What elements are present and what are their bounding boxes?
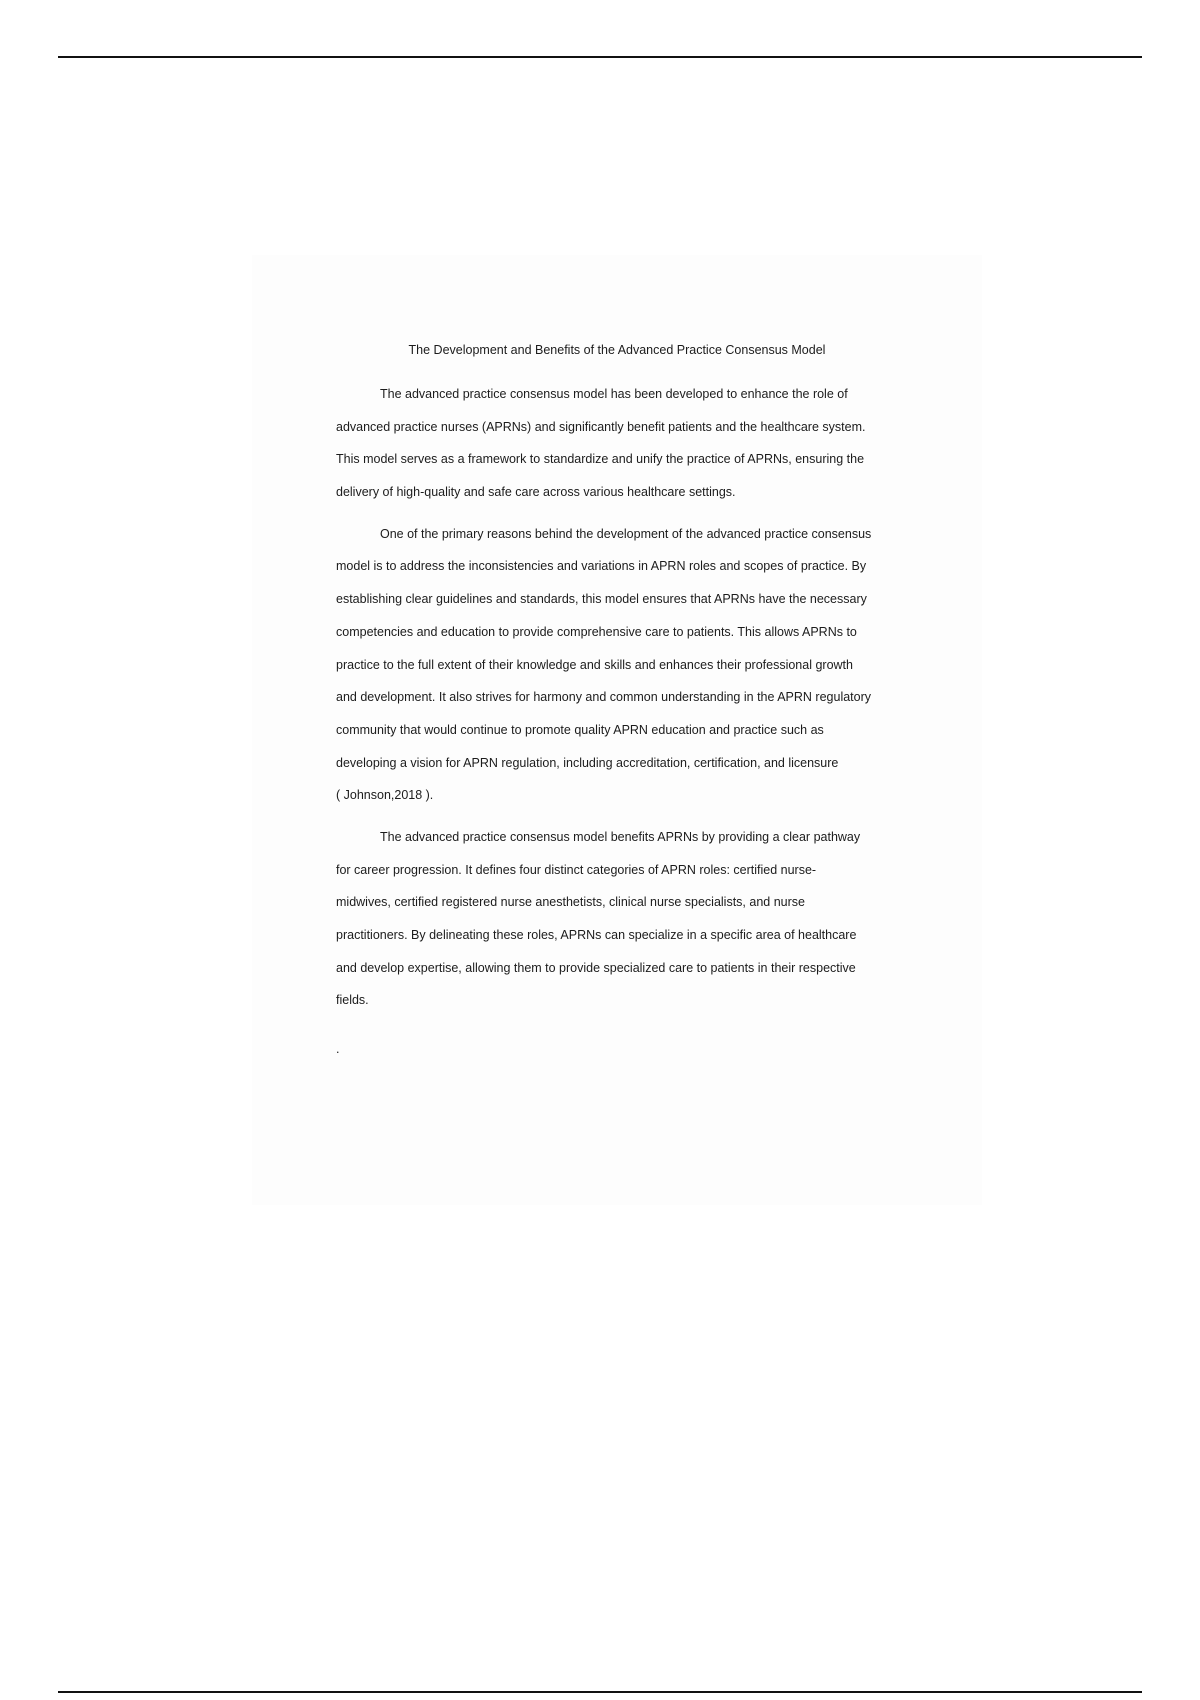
paragraph-line: advanced practice nurses (APRNs) and significantly benefit patients and the healthcare system. <box>336 419 866 434</box>
paragraph-line: ( Johnson,2018 ). <box>336 788 434 803</box>
paragraph-line: and development. It also strives for harmony and common understanding in the APRN regulatory <box>336 690 872 705</box>
paragraph-line: This model serves as a framework to standardize and unify the practice of APRNs, ensuring the <box>336 452 865 467</box>
paragraph-line: One of the primary reasons behind the development of the advanced practice consensus <box>380 526 872 541</box>
paragraph-line: developing a vision for APRN regulation, including accreditation, certification, and licensure <box>336 755 839 770</box>
paragraph-line: model is to address the inconsistencies and variations in APRN roles and scopes of practice. By <box>336 559 867 574</box>
paragraph-line: practitioners. By delineating these roles, APRNs can specialize in a specific area of healthcare <box>336 928 857 942</box>
paragraph-line: community that would continue to promote quality APRN education and practice such as <box>336 722 824 737</box>
bottom-rule <box>58 1691 1142 1693</box>
paragraph-line: The advanced practice consensus model has been developed to enhance the role of <box>380 387 848 401</box>
top-rule <box>58 56 1142 58</box>
paragraph-line: competencies and education to provide comprehensive care to patients. This allows APRNs to <box>336 624 857 639</box>
paragraph-line: and develop expertise, allowing them to provide specialized care to patients in their respective <box>336 960 856 975</box>
paragraph-2 <box>336 518 956 812</box>
paragraph-line: for career progression. It defines four distinct categories of APRN roles: certified nurse- <box>336 862 817 877</box>
paragraph-3 <box>336 821 956 1017</box>
document-title: The Development and Benefits of the Advanced Practice Consensus Model <box>408 343 826 357</box>
trailing-mark: . <box>336 1042 340 1056</box>
paragraph-1 <box>336 378 956 509</box>
paragraph-line: The advanced practice consensus model benefits APRNs by providing a clear pathway <box>380 829 861 844</box>
paragraph-line: midwives, certified registered nurse anesthetists, clinical nurse specialists, and nurse <box>336 895 805 910</box>
document-body <box>336 378 956 1026</box>
paragraph-line: fields. <box>336 993 369 1008</box>
paragraph-line: establishing clear guidelines and standards, this model ensures that APRNs have the necessary <box>336 592 867 607</box>
document-page-image <box>252 255 982 1205</box>
paragraph-line: practice to the full extent of their knowledge and skills and enhances their professional growth <box>336 657 853 672</box>
paragraph-line: delivery of high-quality and safe care across various healthcare settings. <box>336 485 736 500</box>
